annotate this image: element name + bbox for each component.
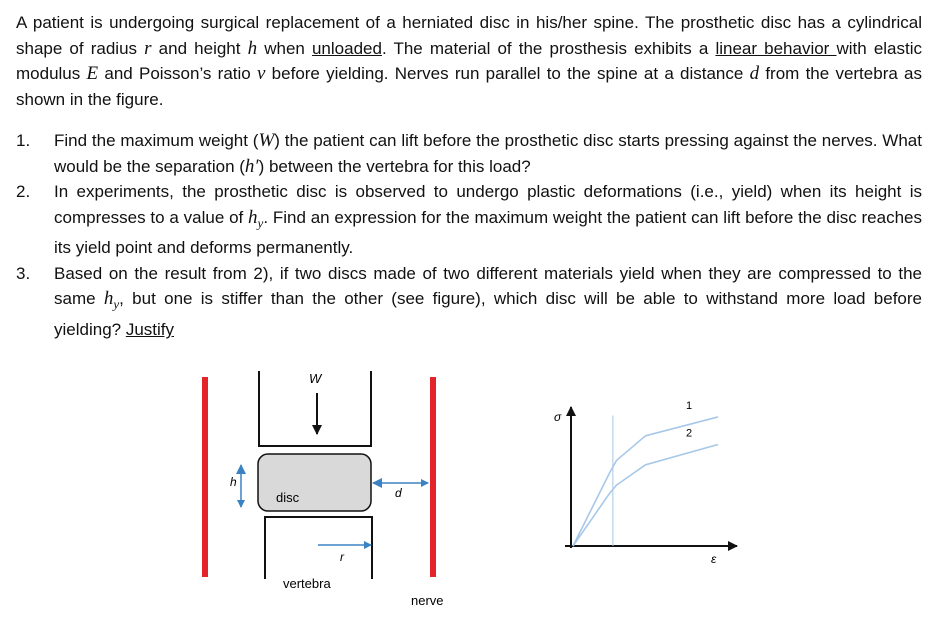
unloaded-underlined: unloaded — [311, 38, 382, 58]
label-r: r — [340, 550, 344, 564]
label-h: h — [230, 475, 237, 489]
series-2-line — [573, 445, 718, 547]
question-1: 1. Find the maximum weight (W) the patient can lift before the prosthetic disc starts pressing against the nerves. What would be the separation (h′) between the vertebra for this load? — [16, 130, 922, 177]
y-axis-label: σ — [554, 410, 562, 424]
question-2: 2. In experiments, the prosthetic disc is observed to undergo plastic deformations (i.e., yield) when its height is compresses to a value of $h_y$. Find an expression for the maximum weight the patient can lift before the disc reaches its yield point and deforms permanently. — [16, 182, 922, 258]
x-axis-label: ε — [711, 552, 717, 566]
label-d: d — [395, 486, 402, 500]
series-2-label: 2 — [686, 427, 693, 440]
problem-intro: A patient is undergoing surgical replacement of a herniated disc in his/her spine. The prosthetic disc has a cylindrical shape of radius r and height h when unloaded. The material of the prosthesis exhibits a linear behavior with elastic modulus E and Poisson’s ratio ν before yielding. Nerves run parallel to the spine at a distance d from the vertebra as shown in the figure. — [16, 13, 923, 109]
nerve-right — [430, 377, 436, 577]
series-1-line — [573, 417, 718, 546]
disc-shape — [258, 454, 371, 511]
label-nerve: nerve — [411, 593, 444, 608]
series-1-label: 1 — [686, 399, 693, 412]
justify-underlined: Justify — [125, 320, 175, 340]
label-disc: disc — [276, 490, 300, 505]
label-vertebra: vertebra — [283, 576, 331, 591]
question-list — [16, 128, 922, 343]
question-3: 3. Based on the result from 2), if two discs made of two different materials yield when they are compressed to the same $h_y$, but one is stiffer than the other (see figure), which disc will be able to withstand more load before yielding? Justify — [16, 263, 922, 340]
label-W: W — [309, 371, 322, 386]
lower-vertebra — [265, 517, 372, 579]
stress-strain-chart — [554, 400, 737, 566]
nerve-left — [202, 377, 208, 577]
figure — [0, 350, 937, 629]
linear-behavior-underlined: linear behavior — [715, 38, 837, 58]
